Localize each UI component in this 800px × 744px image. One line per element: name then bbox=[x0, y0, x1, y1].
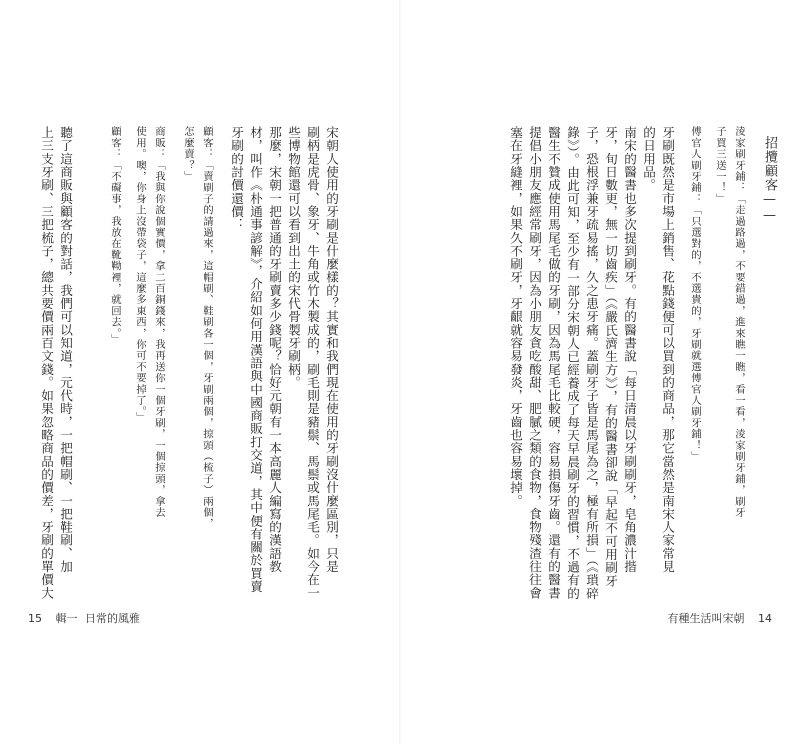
section-title: 日常的風雅 bbox=[85, 612, 140, 625]
page-footer-right bbox=[664, 610, 779, 626]
text-column: 上三支牙刷、三把梳子，總共要價兩百文錢。如果忽略商品的價差，牙刷的單價大 bbox=[39, 126, 54, 600]
book-title: 有種生活叫宋朝 bbox=[667, 612, 745, 625]
text-column: 塞在牙縫裡，如果久不刷牙，牙齦就容易發炎，牙齒也容易壞掉。 bbox=[508, 126, 523, 508]
text-column: 牙刷的討價還價： bbox=[229, 126, 244, 232]
text-column: 牙刷既然是市場上銷售、花點錢便可以買到的商品，那它當然是南宋人家常見 bbox=[660, 126, 675, 574]
dialogue-column: 怎麼賣？」 bbox=[182, 126, 194, 182]
section-heading: 招攬顧客—— bbox=[762, 136, 777, 224]
text-column: 刷柄是虎骨、象牙、牛角或竹木製成的，刷毛則是豬鬃、馬鬃或馬尾毛。如今在一 bbox=[305, 126, 320, 600]
text-column: 牙，旬日數更，無一切齒疾」（《嚴氏濟生方》），有的醫書卻說「早起不可用刷牙 bbox=[603, 126, 618, 588]
text-column: 醫生不贊成使用馬尾毛做的牙刷，因為馬尾毛比較硬，容易損傷牙齒。還有的醫書 bbox=[546, 126, 561, 600]
text-column: 錄》）。由此可知，至少有一部分宋朝人已經養成了每天早晨刷牙的習慣，不過有的 bbox=[565, 126, 580, 600]
text-column: 的日用品。 bbox=[641, 126, 656, 192]
page-number: 15 bbox=[28, 612, 42, 625]
text-column: 南宋的醫書也多次提到刷牙。有的醫書說「每日清晨以牙刷刷牙，皂角濃汁揩 bbox=[622, 126, 637, 574]
dialogue-column: 使用。噢，你身上沒帶袋子，這麼多東西，你可不要掉了。」 bbox=[134, 126, 146, 424]
dialogue-column: 顧客：「不礙事，我放在靴靿裡，就回去。」 bbox=[109, 126, 121, 345]
text-column: 提倡小朋友應經常刷牙，因為小朋友貪吃酸甜、肥膩之類的食物，食物殘渣往往會 bbox=[527, 126, 542, 600]
page-number: 14 bbox=[758, 612, 772, 625]
quote-column: 淩家刷牙鋪：「走過路過，不要錯過，進來瞧一瞧，看一看，淩家刷牙鋪，刷牙 bbox=[733, 126, 745, 518]
text-column: 那麼，宋朝一把普通的牙刷賣多少錢呢？恰好元朝有一本高麗人編寫的漢語教 bbox=[267, 126, 282, 574]
text-column: 宋朝人使用的牙刷是什麼樣的？其實和我們現在使用的牙刷沒什麼區別，只是 bbox=[324, 126, 339, 574]
text-column: 些博物館還可以看到出土的宋代骨製牙刷柄。 bbox=[286, 126, 301, 389]
chapter-label: 輯一 bbox=[55, 612, 78, 625]
text-column: 材，叫作《朴通事諺解》，介紹如何用漢語與中國商販打交道，其中便有關於買賣 bbox=[248, 126, 263, 594]
quote-column: 子買三送一！」 bbox=[714, 126, 726, 205]
dialogue-column: 商販：「我與你說個實價，拿二百銅錢來，我再送你一個牙刷，一個掠頭，拿去 bbox=[153, 126, 165, 518]
right-page bbox=[400, 0, 800, 744]
dialogue-column: 顧客：「賣刷子的請過來，這帽刷、鞋刷各一個，牙刷兩個，掠頭（梳子）兩個， bbox=[201, 126, 213, 530]
page-footer-left bbox=[22, 610, 140, 626]
text-column: 子，恐根浮兼牙疏易搖，久之患牙痛。蓋刷牙子皆是馬尾為之，極有所損」（《瑣碎 bbox=[584, 126, 599, 600]
text-column: 聽了這商販與顧客的對話，我們可以知道，元代時，一把帽刷、一把鞋刷、加 bbox=[58, 126, 73, 574]
quote-column: 傅官人刷牙鋪：「只選對的，不選貴的，牙刷就選傅官人刷牙鋪！」 bbox=[689, 126, 701, 462]
